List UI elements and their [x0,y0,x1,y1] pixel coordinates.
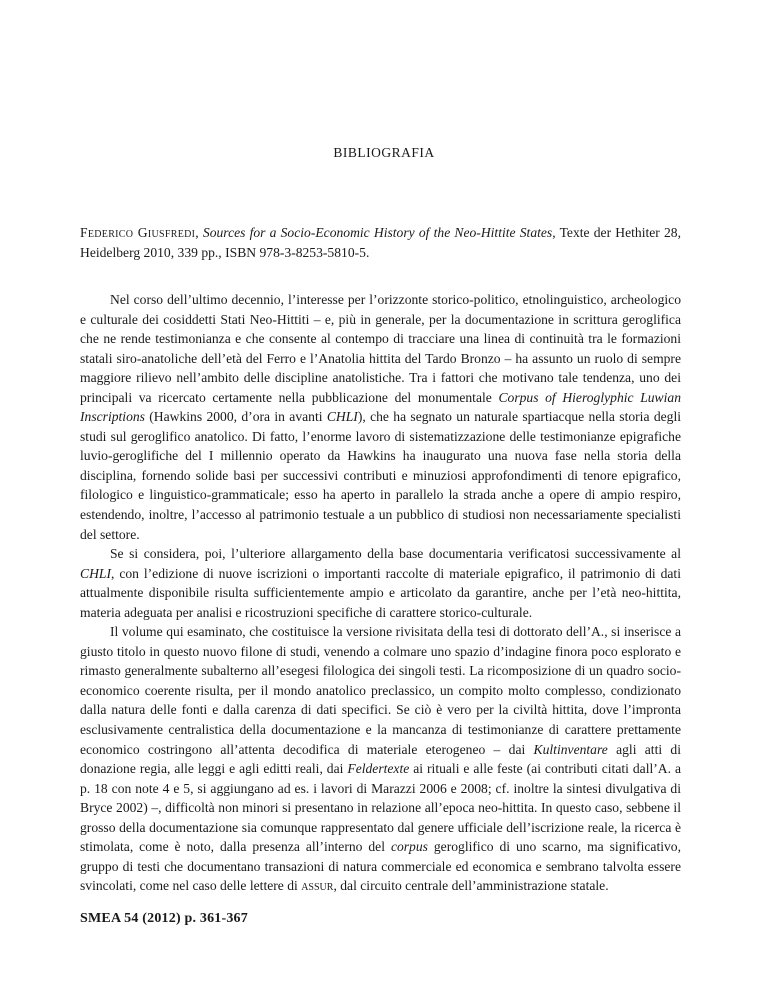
text-run: Il volume qui esaminato, che costituisce la versione rivisitata della tesi di dottorato dell’A., si inserisce a giusto titolo in questo nuovo filone di studi, venendo a colmare uno spazio d’indagine finora poco esplorato e rimasto generalmente subalterno all’esegesi filologica dei singoli testi. La ricomposizione di un quadro socio-economico coerente risulta, per il mondo anatolico preclassico, un compito molto complesso, condizionato dalla natura delle fonti e dalla carenza di dati specifici. Se ciò è vero per la civiltà hittita, dove l’impronta esclusivamente centralistica della documentazione e la mancanza di testimonianze di carattere prettamente economico costringono all’attenta decodifica di materiale eterogeneo – dai [80,624,681,757]
text-run: geroglifico di uno scarno, ma significativo, gruppo di testi che documentano transazioni di natura commerciale ed economica e sembrano talvolta essere svincolati, come nel caso delle lettere di [80,839,681,894]
journal-footer: SMEA 54 (2012) p. 361-367 [80,911,248,926]
paragraph-2 [80,544,681,622]
text-run-italic: Kultinventare [533,741,608,757]
text-run: , con l’edizione di nuove iscrizioni o importanti raccolte di materiale epigrafico, il patrimonio di dati attualmente disponibile risulta sufficientemente ampio e articolato da garantire, anche per l’età neo-hittita, materia adeguata per analisi e ricostruzioni specifiche di carattere storico-culturale. [80,565,681,620]
paragraph-3 [80,622,681,896]
text-run-italic: Feldertexte [347,761,410,777]
text-run: ai rituali e alle feste (ai contributi citati dall’A. a p. 18 con note 4 e 5, si aggiungano ad es. i lavori di Marazzi 2006 e 2008; cf. inoltre la sintesi divulgativa di Bryce 2002) –, difficoltà non minori si presentano in relazione all’epoca neo-hittita. In questo caso, sebbene il grosso della documentazione sia comunque rappresentato dal genere ufficiale dell’iscrizione reale, la ricerca è stimolata, come è noto, dalla presenza all’interno del [80,761,681,855]
citation-title: Sources for a Socio-Economic History of the Neo-Hittite States [202,225,553,240]
text-run-italic: CHLI [326,409,358,425]
text-run: Nel corso dell’ultimo decennio, l’interesse per l’orizzonte storico-politico, etnolinguistico, archeologico e culturale dei cosiddetti Stati Neo-Hittiti – e, più in generale, per la documentazione in scrittura geroglifica che ne rende testimonianza e che consente al contempo di tracciare una linea di continuità tra le formazioni statali siro-anatoliche dell’età del Ferro e l’Anatolia hittita del Tardo Bronzo – ha assunto un ruolo di sempre maggiore rilievo nell’ambito delle discipline anatolistiche. Tra i fattori che motivano tale tendenza, uno dei principali va ricercato certamente nella pubblicazione del monumentale [80,292,681,405]
text-run-smallcaps: assur [301,878,334,894]
text-run: agli atti di donazione regia, alle leggi e agli editti reali, dai [80,741,681,777]
citation-details: , Texte der Hethiter 28, Heidelberg 2010, 339 pp., ISBN 978-3-8253-5810-5. [80,225,682,260]
text-run: , dal circuito centrale dell’amministrazione statale. [333,878,609,894]
text-run: Se si considera, poi, l’ulteriore allargamento della base documentaria verificatosi successivamente al [110,546,681,562]
text-run-italic: corpus [390,839,428,855]
text-run-italic: CHLI [80,565,111,581]
text-run-italic: Corpus of Hieroglyphic Luwian Inscriptions [80,389,681,425]
section-heading: BIBLIOGRAFIA [333,145,435,160]
text-run: ), che ha segnato un naturale spartiacque nella storia degli studi sul geroglifico anatolico. Di fatto, l’enorme lavoro di sistematizzazione delle testimonianze epigrafiche luvio-geroglifiche del I millennio operato da Hawkins ha inaugurato una nuova fase nella storia della disciplina, fornendo solide basi per successivi contributi e minuziosi approfondimenti di tenore epigrafico, filologico e linguistico-grammaticale; esso ha aperto in parallelo la strada anche a opere di ampio respiro, estendendo, inoltre, l’accesso al patrimonio testuale a un pubblico di studiosi non necessariamente specialisti del settore. [80,409,681,542]
citation-separator: , [195,225,203,240]
bibliographic-citation [80,223,681,263]
paragraph-1 [80,290,681,544]
review-body [80,290,681,896]
citation-author: Federico Giusfredi [80,225,196,240]
text-run: (Hawkins 2000, d’ora in avanti [144,409,327,425]
